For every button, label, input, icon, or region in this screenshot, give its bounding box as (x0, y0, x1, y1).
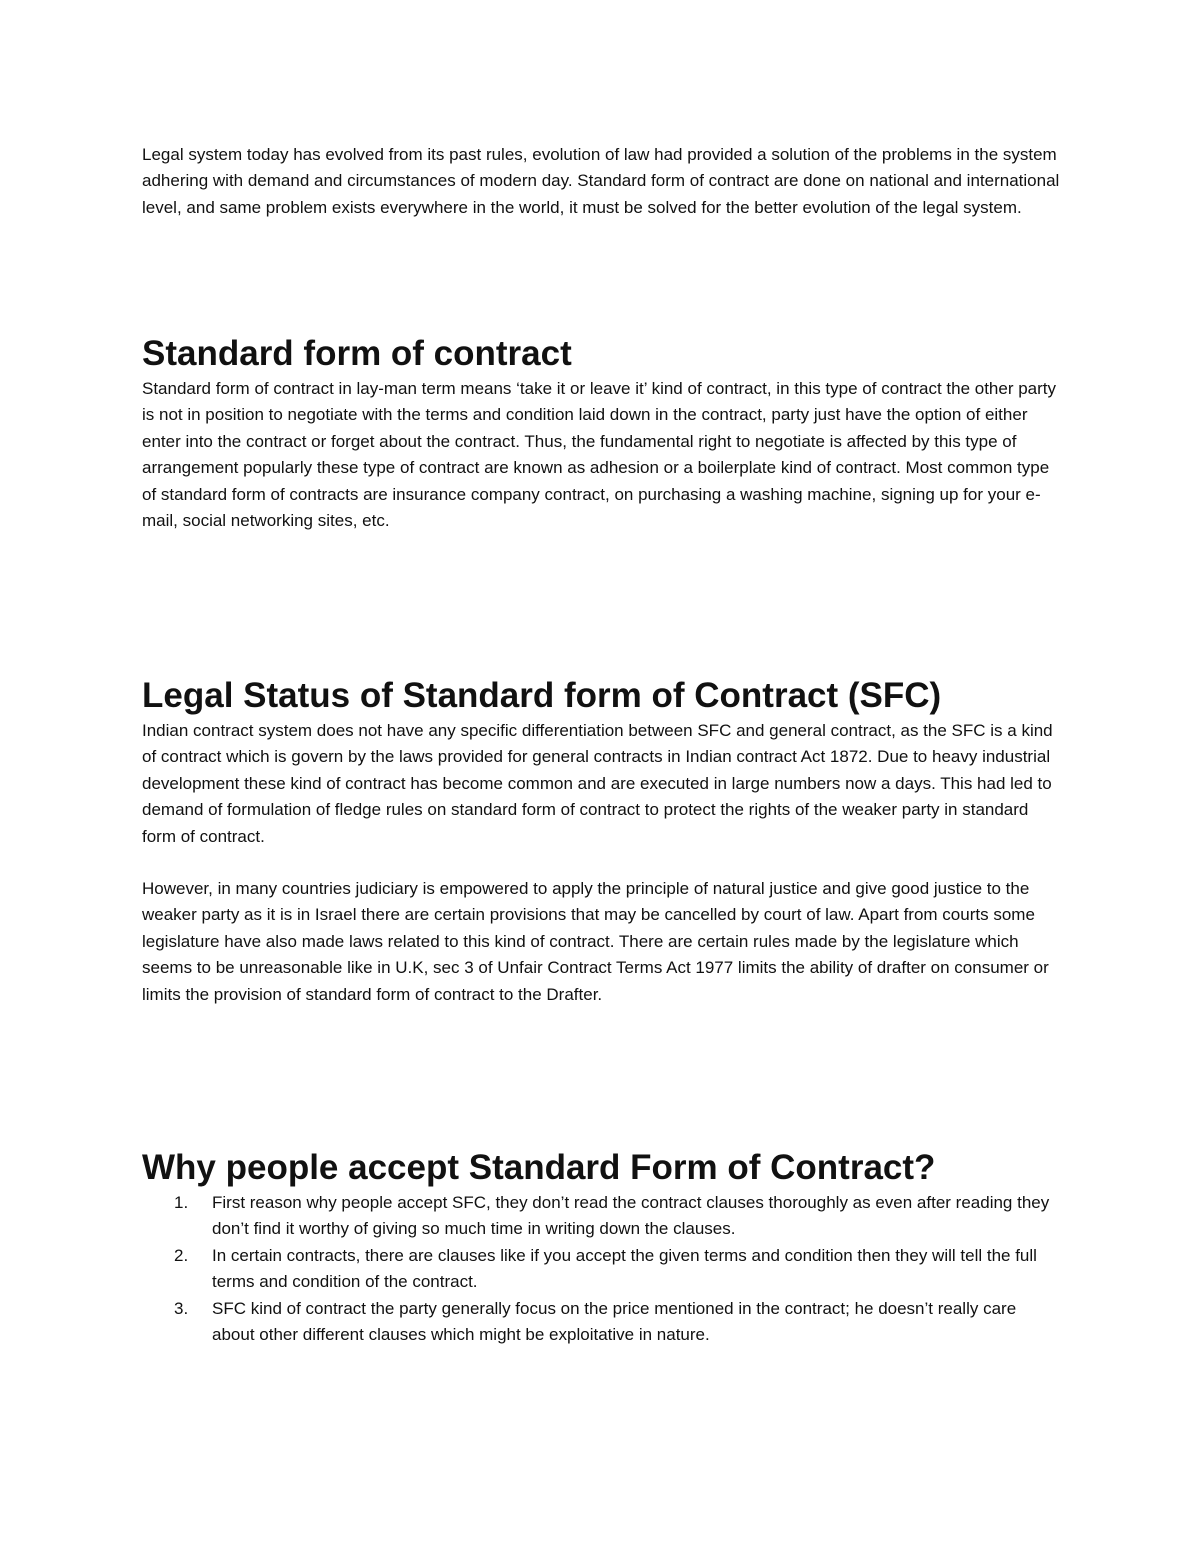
list-text: SFC kind of contract the party generally focus on the price mentioned in the contract; he doesn’t really care about other different clauses which might be exploitative in nature. (212, 1298, 1017, 1345)
paragraph-spacer (142, 850, 1062, 876)
list-item (142, 1243, 1062, 1296)
section-heading: Standard form of contract (142, 334, 572, 373)
section-why-accept (142, 1146, 1062, 1348)
intro-paragraph: Legal system today has evolved from its past rules, evolution of law had provided a solution of the problems in the system adhering with demand and circumstances of modern day. Standard form of contract are done on national and international level, and same problem exists everywhere in the world, it must be solved for the better evolution of the legal system. (142, 145, 1060, 217)
section-paragraph: Indian contract system does not have any specific differentiation between SFC and general contract, as the SFC is a kind of contract which is govern by the laws provided for general contracts in Indian contract Act 1872. Due to heavy industrial development these kind of contract has become common and are executed in large numbers now a days. This had led to demand of formulation of fledge rules on standard form of contract to protect the rights of the weaker party in standard form of contract. (142, 721, 1053, 846)
section-heading: Legal Status of Standard form of Contract (SFC) (142, 676, 942, 715)
section-legal-status (142, 674, 1062, 1008)
list-item (142, 1296, 1062, 1349)
list-number: 3. (174, 1298, 189, 1318)
list-item (142, 1190, 1062, 1243)
list-number: 1. (174, 1193, 189, 1212)
section-paragraph: Standard form of contract in lay-man term means ‘take it or leave it’ kind of contract, in this type of contract the other party is not in position to negotiate with the terms and condition laid down in the contract, party just have the option of either enter into the contract or forget about the contract. Thus, the fundamental right to negotiate is affected by this type of arrangement popularly these type of contract are known as adhesion or a boilerplate kind of contract. Most common type of standard form of contracts are insurance company contract, on purchasing a washing machine, signing up for your e-mail, social networking sites, etc. (142, 379, 1057, 531)
list-text: First reason why people accept SFC, they don’t read the contract clauses thoroughly as even after reading they don’t find it worthy of giving so much time in writing down the clauses. (212, 1193, 1050, 1239)
section-paragraph: However, in many countries judiciary is empowered to apply the principle of natural justice and give good justice to the weaker party as it is in Israel there are certain provisions that may be cancelled by court of law. Apart from courts some legislature have also made laws related to this kind of contract. There are certain rules made by the legislature which seems to be unreasonable like in U.K, sec 3 of Unfair Contract Terms Act 1977 limits the ability of drafter on consumer or limits the provision of standard form of contract to the Drafter. (142, 879, 1049, 1004)
section-standard-form (142, 332, 1062, 534)
list-text: In certain contracts, there are clauses like if you accept the given terms and condition then they will tell the full terms and condition of the contract. (212, 1245, 1037, 1292)
section-heading: Why people accept Standard Form of Contract? (142, 1148, 936, 1187)
list-number: 2. (174, 1245, 189, 1265)
reasons-list (142, 1190, 1062, 1348)
